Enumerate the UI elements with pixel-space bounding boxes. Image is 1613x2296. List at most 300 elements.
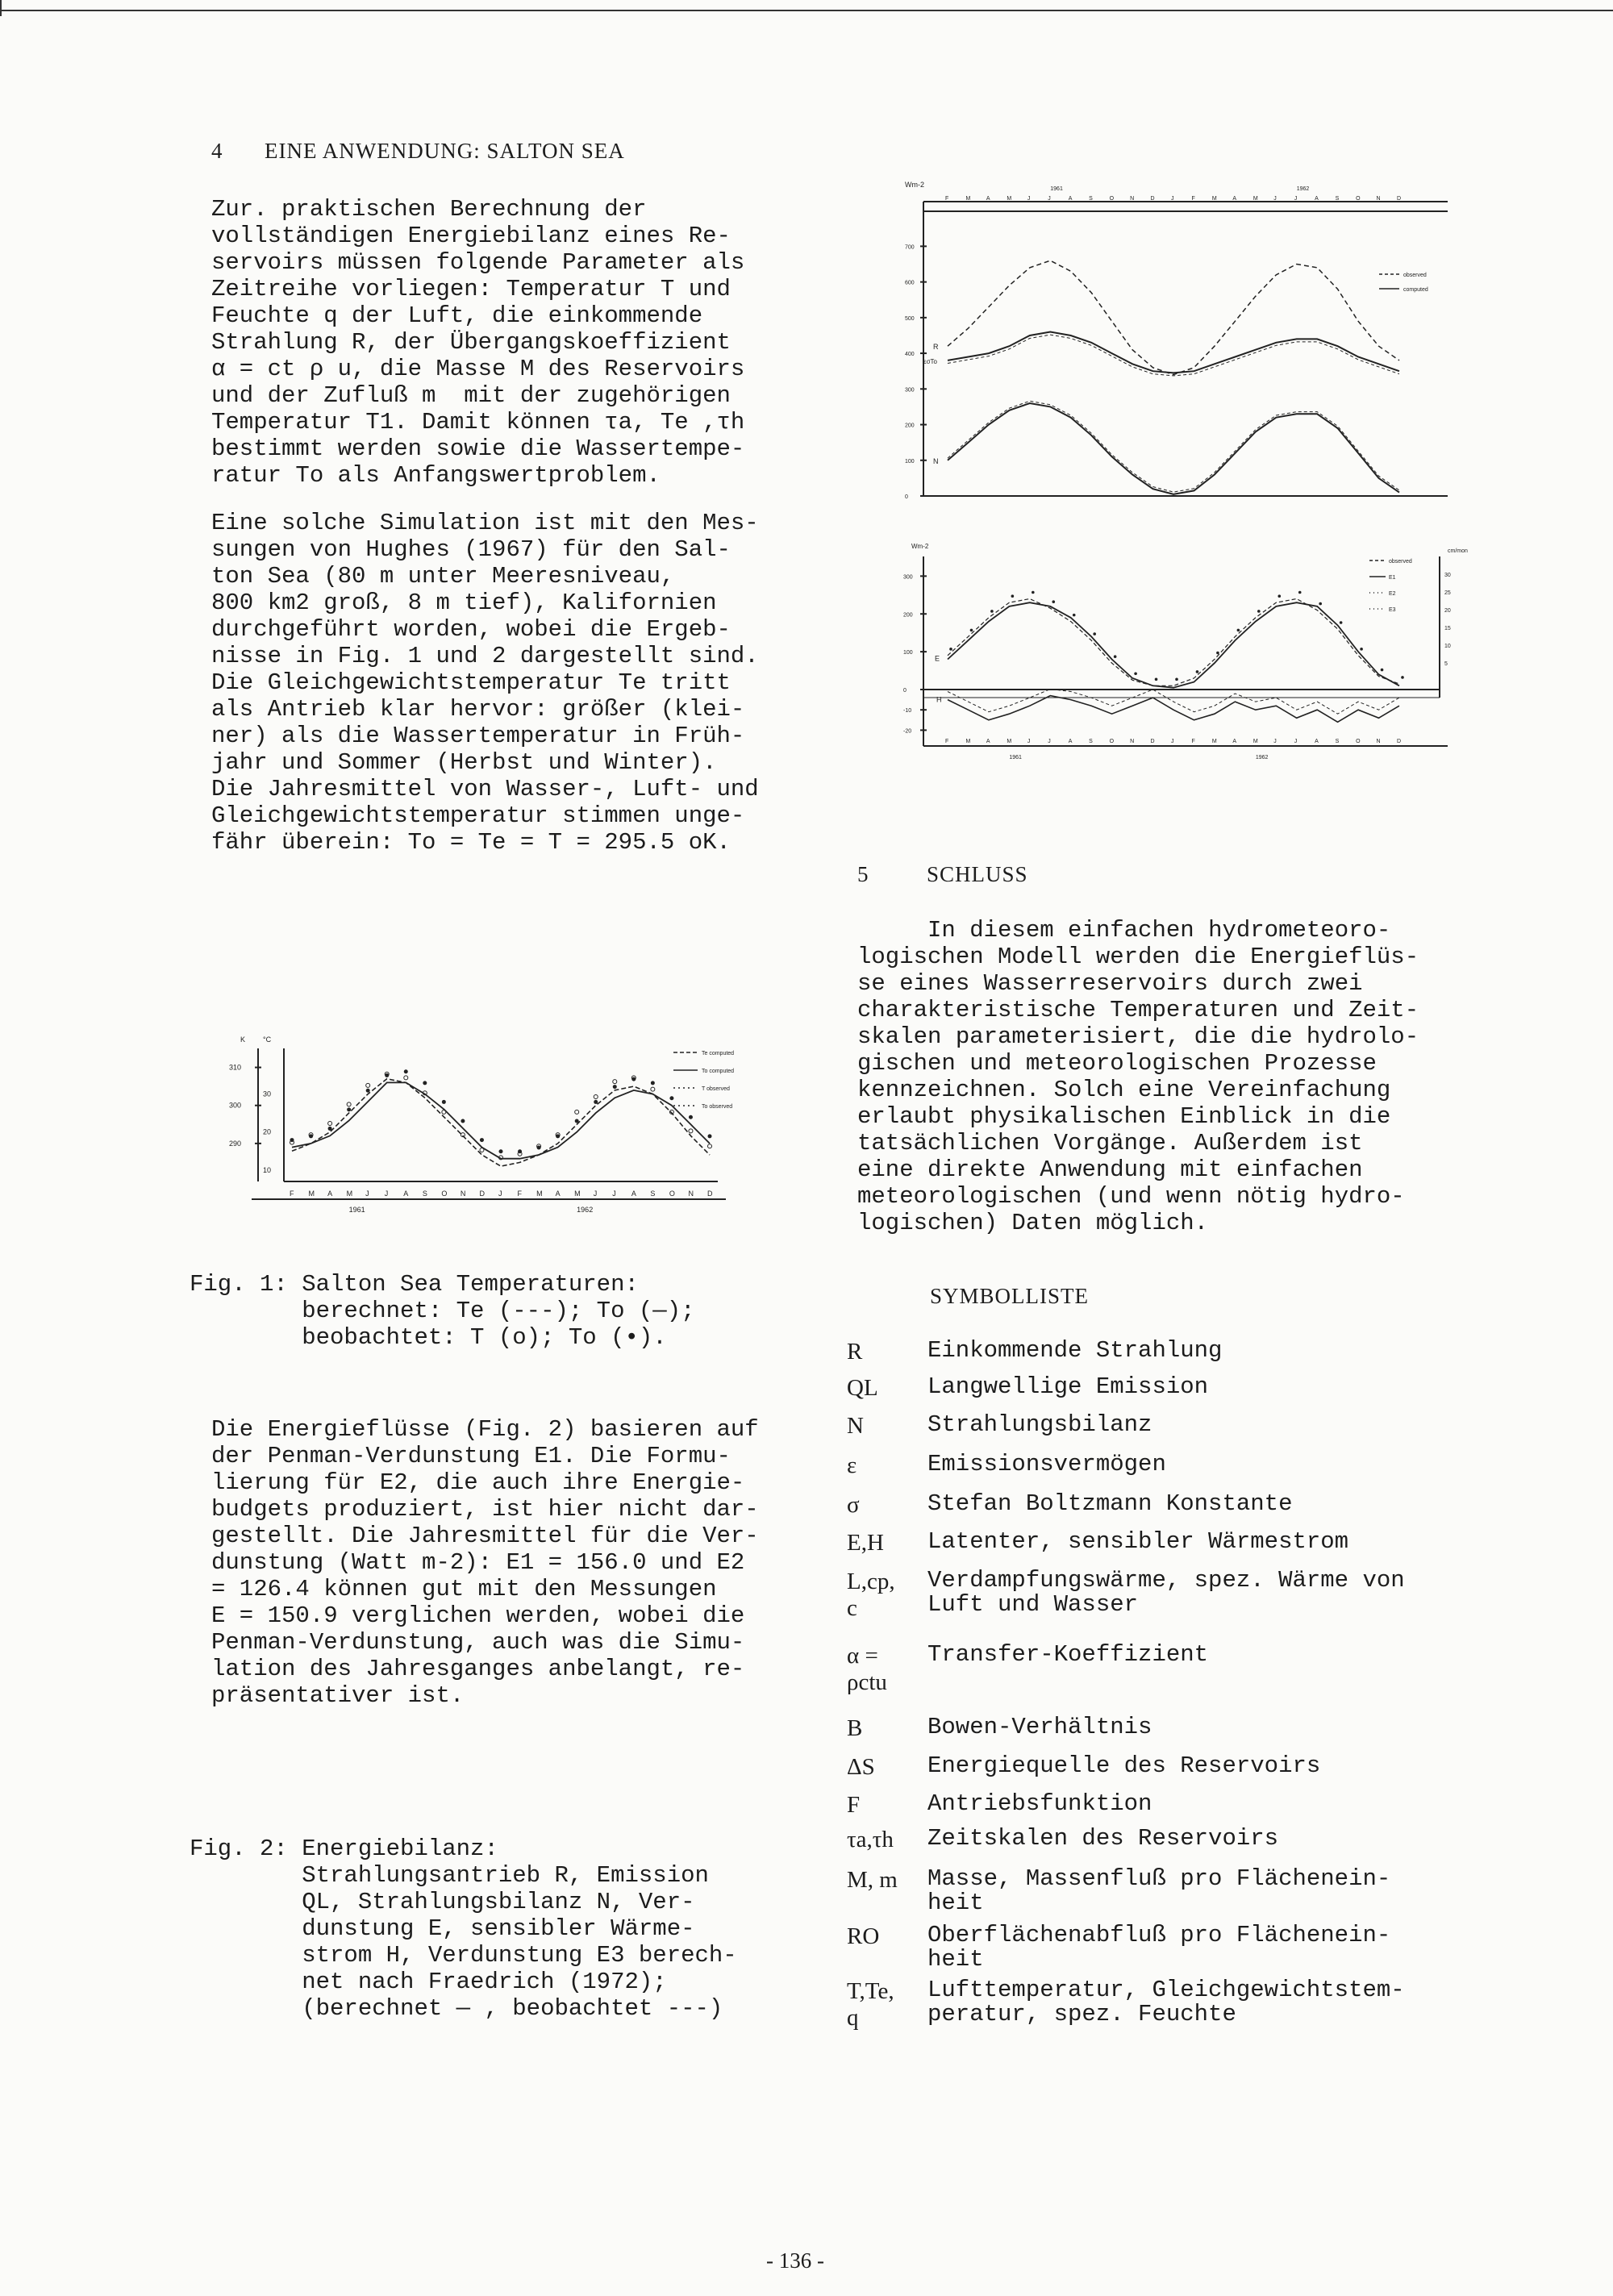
fig1-y-tick-label: 300 (229, 1101, 242, 1110)
fig1-to-observed-point (442, 1100, 446, 1104)
fig2b-y2-label: cm/mon (1448, 548, 1468, 554)
para2-line: 800 km2 groß, 8 m tief), Kalifornien (211, 590, 717, 616)
fig1-t-observed-point (366, 1083, 370, 1087)
fig2a-month-label: S (1089, 196, 1093, 202)
fig2a-year-label: 1961 (1050, 186, 1063, 192)
symbol-description: Langwellige Emission (927, 1373, 1209, 1400)
symbol-key: α = ρctu (847, 1643, 887, 1695)
fig2b-y2-tick-label: 15 (1444, 626, 1451, 631)
fig2a-month-label: J (1027, 196, 1031, 202)
fig2b-h-label: H (936, 695, 942, 704)
para2-line: Gleichgewichtstemperatur stimmen unge- (211, 802, 745, 829)
fig1-marks (290, 1052, 712, 1166)
fig1-temperature-chart (226, 1032, 790, 1218)
fig1_caption-line: beobachtet: T (o); To (•). (190, 1324, 667, 1351)
fig2b-month-label: F (945, 739, 949, 744)
fig2-energy-chart-bottom (887, 536, 1468, 794)
paragraph-1 (211, 196, 744, 489)
fig2b-month-label: D (1397, 739, 1402, 744)
para1-line: vollständigen Energiebilanz eines Re- (211, 223, 731, 249)
section-4-title: EINE ANWENDUNG: SALTON SEA (265, 139, 625, 163)
fig1-to-observed-point (651, 1081, 655, 1085)
fig2a-y-tick-label: 0 (905, 494, 908, 500)
left-corner-rule (0, 0, 2, 16)
symbol-description: Emissionsvermögen (927, 1451, 1166, 1477)
fig2b-month-label: J (1171, 739, 1174, 744)
section-5-title: SCHLUSS (927, 862, 1028, 886)
fig1-month-label: S (422, 1190, 427, 1198)
fig1-y2-tick-label: 10 (263, 1165, 272, 1174)
fig2b-e-observed-line (948, 599, 1399, 686)
para3-line: lierung für E2, die auch ihre Energie- (211, 1469, 745, 1496)
fig2_caption-line: Strahlungsantrieb R, Emission (190, 1862, 709, 1889)
fig2b-month-label: D (1150, 739, 1155, 744)
fig2b-e3-point (1340, 621, 1343, 624)
para2-line: als Antrieb klar hervor: größer (klei- (211, 696, 745, 723)
para4-line: skalen parameterisiert, die die hydrolo- (857, 1023, 1419, 1050)
symbol-description: Antriebsfunktion (927, 1790, 1152, 1817)
fig1-legend-label: T observed (702, 1086, 730, 1092)
symbol-description: Bowen-Verhältnis (927, 1714, 1152, 1740)
fig2a-month-label: J (1048, 196, 1051, 202)
fig2b-e3-point (1319, 602, 1322, 606)
para3-line: dunstung (Watt m-2): E1 = 156.0 und E2 (211, 1549, 745, 1576)
symbol-key: σ (847, 1492, 860, 1518)
fig1-to-observed-point (613, 1085, 617, 1089)
fig2a-month-label: M (1007, 196, 1012, 202)
fig2-energy-chart-top (887, 177, 1452, 516)
para1-line: Zur. praktischen Berechnung der (211, 196, 647, 223)
fig1-month-label: A (403, 1190, 409, 1198)
symbol-description: Masse, Massenfluß pro Flächenein- heit (927, 1865, 1391, 1916)
fig2a-month-label: N (1376, 196, 1381, 202)
symbol-row (847, 1492, 1573, 1527)
para3-line: budgets produziert, ist hier nicht dar- (211, 1496, 759, 1523)
symbol-key: ε (847, 1452, 857, 1478)
symbol-row (847, 1715, 1573, 1751)
fig1-to-observed-point (594, 1100, 598, 1104)
symbol-description: Einkommende Strahlung (927, 1337, 1223, 1364)
para1-line: servoirs müssen folgende Parameter als (211, 249, 745, 276)
fig2b-month-label: F (1191, 739, 1195, 744)
para4-line: gischen und meteorologischen Prozesse (857, 1050, 1377, 1077)
fig2b-month-label: A (1068, 739, 1073, 744)
paragraph-2 (211, 510, 759, 856)
fig1-legend-label: Te computed (702, 1051, 735, 1056)
fig2a-y-tick-label: 700 (905, 244, 915, 251)
fig1-month-label: N (688, 1190, 694, 1198)
symbol-description: Energiequelle des Reservoirs (927, 1752, 1321, 1779)
fig2a-y-tick-label: 400 (905, 352, 915, 358)
fig1-to-observed-point (689, 1115, 693, 1119)
symbol-description: Oberflächenabfluß pro Flächenein- heit (927, 1922, 1391, 1973)
fig1-month-label: J (593, 1190, 598, 1198)
symbol-description: Verdampfungswärme, spez. Wärme von Luft und Wasser (927, 1567, 1405, 1618)
symbol-description: Zeitskalen des Reservoirs (927, 1825, 1279, 1852)
fig1-legend-label: To observed (702, 1104, 733, 1110)
fig2b-y-tick-label: -10 (903, 708, 912, 715)
fig2a-month-label: F (1191, 196, 1195, 202)
fig2b-e3-point (1032, 591, 1035, 594)
fig1-axes (252, 1048, 726, 1199)
para1-line: und der Zufluß m mit der zugehörigen (211, 382, 731, 409)
symbol-row (847, 1641, 1573, 1695)
fig1-to-observed-point (499, 1149, 503, 1153)
para4-line: erlaubt physikalischen Einblick in die (857, 1103, 1391, 1130)
fig2a-month-label: O (1356, 196, 1361, 202)
fig1-to-computed-line (292, 1082, 710, 1158)
symbol-key: B (847, 1715, 863, 1741)
symbol-row (847, 1339, 1573, 1374)
fig1-unit-k: K (240, 1035, 246, 1044)
fig2b-month-label: O (1356, 739, 1361, 744)
fig1-to-observed-point (556, 1134, 560, 1138)
symbol-key: R (847, 1339, 863, 1365)
para1-line: Temperatur T1. Damit können τa, Te ,τh (211, 409, 745, 435)
section-5-heading (857, 862, 1028, 887)
fig1-t-observed-point (347, 1102, 351, 1106)
fig2a-ql-label: εσTo (923, 357, 937, 365)
fig1-t-observed-point (689, 1129, 693, 1133)
fig2a-y-tick-label: 200 (905, 423, 915, 429)
para3-line: präsentativer ist. (211, 1682, 465, 1709)
fig1-to-observed-point (328, 1127, 332, 1131)
fig2a-month-label: A (1068, 196, 1073, 202)
fig2a-ql-observed-line (948, 335, 1399, 376)
fig2a-ql-line (948, 332, 1399, 373)
fig2b-legend-label: E2 (1389, 591, 1396, 597)
symbol-row (847, 1827, 1573, 1862)
fig1-to-observed-point (423, 1081, 427, 1085)
fig2b-labels (903, 543, 1468, 760)
symbol-key: N (847, 1413, 864, 1439)
para3-line: lation des Jahresganges anbelangt, re- (211, 1656, 745, 1682)
para3-line: = 126.4 können gut mit den Messungen (211, 1576, 717, 1602)
fig1-to-observed-point (366, 1089, 370, 1093)
para2-line: ton Sea (80 m unter Meeresniveau, (211, 563, 675, 590)
para4-line: eine direkte Anwendung mit einfachen (857, 1156, 1363, 1183)
fig2b-e3-point (949, 648, 952, 651)
symbol-row (847, 1977, 1573, 2031)
symbol-row (847, 1754, 1573, 1790)
fig2_caption-line: (berechnet — , beobachtet ---) (190, 1995, 723, 2022)
symbol-key: E,H (847, 1530, 884, 1556)
fig2a-r-line (948, 260, 1399, 375)
symbol-key: τa,τh (847, 1827, 894, 1852)
para1-line: Feuchte q der Luft, die einkommende (211, 302, 703, 329)
symbol-row (847, 1792, 1573, 1827)
top-rule (0, 10, 1613, 11)
fig2a-y-tick-label: 600 (905, 280, 915, 286)
fig2a-legend-label: observed (1403, 273, 1427, 278)
fig1-month-label: D (707, 1190, 713, 1198)
fig1-t-observed-point (651, 1087, 655, 1091)
para2-line: ner) als die Wassertemperatur in Früh- (211, 723, 745, 749)
fig2b-month-label: J (1273, 739, 1277, 744)
fig1-to-observed-point (404, 1069, 408, 1073)
fig1-month-label: O (441, 1190, 448, 1198)
symbol-description: Lufttemperatur, Gleichgewichtstem- peratur, spez. Feuchte (927, 1977, 1405, 2027)
fig1-month-label: J (498, 1190, 502, 1198)
fig2-caption (190, 1836, 737, 2022)
para3-line: E = 150.9 verglichen werden, wobei die (211, 1602, 745, 1629)
fig1-to-observed-point (309, 1134, 313, 1138)
fig2a-y-tick-label: 300 (905, 387, 915, 394)
fig1-month-label: M (308, 1190, 315, 1198)
fig2_caption-line: Fig. 2: Energiebilanz: (190, 1836, 498, 1862)
para3-line: gestellt. Die Jahresmittel für die Ver- (211, 1523, 759, 1549)
symbol-key: T,Te, q (847, 1978, 894, 2031)
fig2b-e3-point (1401, 676, 1404, 679)
fig1-to-observed-point (537, 1146, 541, 1150)
fig1-month-label: A (555, 1190, 561, 1198)
paragraph-4 (857, 917, 1419, 1236)
symbol-row (847, 1452, 1573, 1488)
fig2b-year-label: 1961 (1009, 755, 1022, 760)
fig1-t-observed-point (442, 1110, 446, 1114)
fig2a-year-label: 1962 (1296, 186, 1310, 192)
fig1-month-label: M (536, 1190, 543, 1198)
symbol-description: Stefan Boltzmann Konstante (927, 1490, 1293, 1517)
para4-line: charakteristische Temperaturen und Zeit- (857, 997, 1419, 1023)
fig1-month-label: J (365, 1190, 369, 1198)
fig2b-month-label: J (1294, 739, 1298, 744)
fig2b-e3-point (1381, 669, 1384, 672)
para1-line: α = ct ρ u, die Masse M des Reservoirs (211, 356, 745, 382)
fig2a-n-observed-line (948, 401, 1399, 492)
fig2b-e3-point (1134, 672, 1137, 675)
fig2b-legend-label: E3 (1389, 607, 1396, 613)
fig2b-y-tick-label: 300 (903, 574, 913, 581)
fig2b-month-label: J (1048, 739, 1051, 744)
fig2b-month-label: A (1315, 739, 1319, 744)
fig1-to-observed-point (518, 1149, 522, 1153)
symbol-description: Latenter, sensibler Wärmestrom (927, 1528, 1349, 1555)
section-5-number: 5 (857, 862, 869, 886)
fig2_caption-line: QL, Strahlungsbilanz N, Ver- (190, 1889, 695, 1915)
fig2b-e3-point (1196, 670, 1199, 673)
fig2b-month-label: J (1027, 739, 1031, 744)
symbol-key: ΔS (847, 1754, 875, 1780)
fig2a-month-label: D (1150, 196, 1155, 202)
section-4-number: 4 (211, 139, 223, 163)
fig2a-month-label: M (1252, 196, 1258, 202)
para4-line: In diesem einfachen hydrometeoro- (857, 917, 1391, 944)
fig1-year-label: 1962 (577, 1206, 594, 1214)
symbol-row (847, 1922, 1573, 1973)
fig2a-month-label: M (965, 196, 971, 202)
fig2b-y-tick-label: 200 (903, 612, 913, 619)
fig1-caption (190, 1271, 695, 1351)
fig2b-month-label: M (1252, 739, 1258, 744)
fig2b-y-tick-label: 0 (903, 688, 907, 694)
para1-line: ratur To als Anfangswertproblem. (211, 462, 661, 489)
para2-line: Die Gleichgewichtstemperatur Te tritt (211, 669, 731, 696)
fig1-month-label: M (574, 1190, 581, 1198)
para2-line: nisse in Fig. 1 und 2 dargestellt sind. (211, 643, 759, 669)
fig1-month-label: N (460, 1190, 466, 1198)
fig1_caption-line: berechnet: Te (---); To (—); (190, 1298, 695, 1324)
para3-line: Die Energieflüsse (Fig. 2) basieren auf (211, 1416, 759, 1443)
fig2a-marks (948, 260, 1399, 494)
fig2a-month-label: F (945, 196, 949, 202)
para2-line: Eine solche Simulation ist mit den Mes- (211, 510, 759, 536)
fig2a-month-label: S (1335, 196, 1340, 202)
fig2b-y-tick-label: 100 (903, 650, 913, 656)
fig2a-y-tick-label: 500 (905, 315, 915, 322)
fig2a-labels (905, 181, 1428, 500)
fig1-month-label: D (479, 1190, 485, 1198)
symbol-row (847, 1530, 1573, 1565)
fig2a-month-label: J (1294, 196, 1298, 202)
fig1-y-tick-label: 310 (229, 1063, 242, 1072)
fig2b-y2-tick-label: 5 (1444, 661, 1448, 667)
symbol-row (847, 1567, 1573, 1621)
fig2a-legend-label: computed (1403, 287, 1428, 293)
fig2b-y-label: Wm-2 (911, 543, 929, 550)
fig1-t-observed-point (613, 1080, 617, 1084)
fig2b-month-label: M (965, 739, 971, 744)
para4-line: tatsächlichen Vorgänge. Außerdem ist (857, 1130, 1363, 1156)
fig2b-y2-tick-label: 10 (1444, 644, 1451, 649)
fig2a-month-label: A (1232, 196, 1237, 202)
para2-line: sungen von Hughes (1967) für den Sal- (211, 536, 731, 563)
fig2b-e1-line (948, 602, 1399, 688)
fig2a-n-line (948, 403, 1399, 494)
para4-line: meteorologischen (und wenn nötig hydro- (857, 1183, 1405, 1210)
para2-line: jahr und Sommer (Herbst und Winter). (211, 749, 717, 776)
paragraph-3 (211, 1416, 759, 1709)
fig1-month-label: O (669, 1190, 675, 1198)
symbol-key: F (847, 1792, 861, 1818)
fig2b-y2-tick-label: 20 (1444, 608, 1451, 614)
symbol-key: M, m (847, 1867, 898, 1893)
fig1-t-observed-point (328, 1122, 332, 1126)
fig2a-month-label: D (1397, 196, 1402, 202)
fig1-to-observed-point (461, 1119, 465, 1123)
fig2b-axes (920, 556, 1448, 746)
fig2b-e3-point (1257, 610, 1261, 613)
para2-line: durchgeführt worden, wobei die Ergeb- (211, 616, 731, 643)
fig1-year-label: 1961 (348, 1206, 365, 1214)
fig1-t-observed-point (404, 1076, 408, 1080)
fig2a-n-label: N (933, 456, 939, 465)
fig2b-legend-label: E1 (1389, 575, 1396, 581)
fig2a-y-tick-label: 100 (905, 458, 915, 465)
fig1-labels (229, 1035, 734, 1214)
fig2b-month-label: N (1376, 739, 1381, 744)
symbol-row (847, 1413, 1573, 1448)
fig2b-e3-point (1093, 632, 1096, 635)
fig2a-month-label: O (1109, 196, 1115, 202)
para1-line: Strahlung R, der Übergangskoeffizient (211, 329, 731, 356)
fig1-month-label: A (327, 1190, 333, 1198)
fig2a-y-label: Wm-2 (905, 181, 924, 189)
fig2b-e3-point (1298, 591, 1302, 594)
fig2b-e3-point (1216, 652, 1219, 655)
symbol-description: Strahlungsbilanz (927, 1411, 1152, 1438)
fig2_caption-line: dunstung E, sensibler Wärme- (190, 1915, 695, 1942)
fig2b-month-label: O (1109, 739, 1115, 744)
fig2b-e3-point (970, 629, 973, 632)
fig1-month-label: F (290, 1190, 294, 1198)
para4-line: logischen Modell werden die Energieflüs- (857, 944, 1419, 970)
para1-line: Zeitreihe vorliegen: Temperatur T und (211, 276, 731, 302)
fig1-t-observed-point (594, 1095, 598, 1099)
fig2b-e3-point (1114, 655, 1117, 658)
fig2b-e3-point (1237, 629, 1240, 632)
fig1-to-observed-point (708, 1134, 712, 1138)
fig2b-month-label: S (1089, 739, 1093, 744)
fig2b-y2-tick-label: 30 (1444, 573, 1451, 578)
para1-line: bestimmt werden sowie die Wassertempe- (211, 435, 745, 462)
fig2b-month-label: A (986, 739, 990, 744)
symbol-row (847, 1375, 1573, 1411)
fig2b-month-label: A (1232, 739, 1237, 744)
fig1-to-observed-point (631, 1077, 636, 1081)
fig2b-y2-tick-label: 25 (1444, 590, 1451, 596)
fig2b-legend-label: observed (1389, 559, 1412, 565)
para2-line: Die Jahresmittel von Wasser-, Luft- und (211, 776, 759, 802)
symbol-list-title: SYMBOLLISTE (930, 1284, 1090, 1308)
fig2a-r-label: R (933, 343, 939, 352)
para2-line: fähr überein: To = Te = T = 295.5 oK. (211, 829, 731, 856)
para4-line: logischen) Daten möglich. (857, 1210, 1209, 1236)
fig2b-y-tick-label: -20 (903, 728, 912, 735)
fig2a-month-label: M (1211, 196, 1217, 202)
para4-line: se eines Wasserreservoirs durch zwei (857, 970, 1363, 997)
fig2b-month-label: M (1211, 739, 1217, 744)
symbol-key: L,cp, c (847, 1569, 895, 1621)
fig1_caption-line: Fig. 1: Salton Sea Temperaturen: (190, 1271, 639, 1298)
fig1-month-label: A (631, 1190, 636, 1198)
fig2b-year-label: 1962 (1255, 755, 1269, 760)
section-4-heading (211, 139, 625, 164)
para3-line: Penman-Verdunstung, auch was die Simu- (211, 1629, 745, 1656)
fig1-t-observed-point (480, 1148, 484, 1152)
fig2b-h-line (948, 696, 1399, 723)
page-number: - 136 - (766, 2248, 824, 2273)
fig2a-month-label: J (1273, 196, 1277, 202)
fig1-unit-c: °C (263, 1035, 272, 1044)
fig2_caption-line: strom H, Verdunstung E3 berech- (190, 1942, 737, 1969)
fig2b-e3-point (1073, 614, 1076, 617)
fig1-month-label: M (346, 1190, 353, 1198)
symbol-key: RO (847, 1923, 880, 1949)
fig2b-month-label: M (1007, 739, 1012, 744)
fig2_caption-line: net nach Fraedrich (1972); (190, 1969, 667, 1995)
fig1-to-observed-point (347, 1107, 351, 1111)
fig2b-month-label: S (1335, 739, 1340, 744)
fig2b-e3-point (1155, 678, 1158, 681)
fig2b-e3-point (1052, 600, 1055, 603)
fig1-month-label: S (650, 1190, 656, 1198)
fig1-to-observed-point (290, 1138, 294, 1142)
fig1-to-observed-point (575, 1119, 579, 1123)
symbol-row (847, 1865, 1573, 1916)
para4-line: kennzeichnen. Solch eine Vereinfachung (857, 1077, 1391, 1103)
fig2b-e3-point (1011, 594, 1015, 598)
fig2b-e3-point (1277, 594, 1281, 598)
fig1-month-label: J (612, 1190, 616, 1198)
fig1-month-label: J (384, 1190, 389, 1198)
fig1-to-observed-point (385, 1073, 389, 1077)
fig2b-month-label: N (1130, 739, 1135, 744)
fig1-legend-label: To computed (702, 1069, 735, 1074)
symbol-key: QL (847, 1375, 878, 1401)
fig1-month-label: F (517, 1190, 523, 1198)
fig2a-month-label: A (986, 196, 990, 202)
